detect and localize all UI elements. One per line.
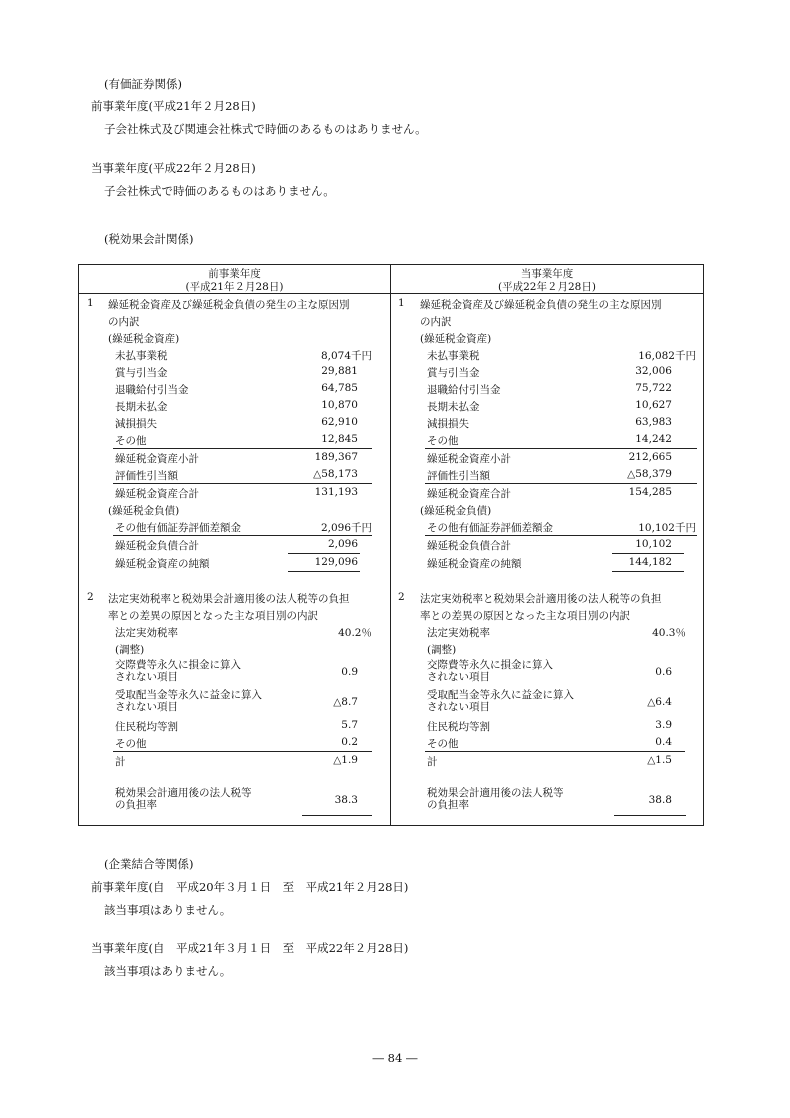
right-rule (425, 483, 697, 484)
left-subtotal-label: 繰延税金資産小計 (115, 453, 199, 465)
left-row-label-cont: されない項目 (115, 671, 178, 683)
right-asset-total-label: 繰延税金資産合計 (427, 488, 511, 500)
right-rate-label: 法定実効税率 (427, 627, 490, 639)
right-net-label: 繰延税金資産の純額 (427, 558, 522, 570)
right-row-label: 住民税均等割 (427, 721, 490, 733)
right-burden-value: 38.8 (648, 794, 672, 806)
left-item2-number: 2 (87, 591, 94, 603)
right-row-label: その他 (427, 738, 459, 750)
right-adjust-heading: (調整) (427, 644, 457, 656)
right-sum-value: △1.5 (647, 754, 672, 766)
left-valuation-label: 評価性引当額 (115, 470, 178, 482)
left-row-value: 62,910 (321, 416, 358, 428)
right-row-label: その他 (427, 435, 459, 447)
left-header-title: 前事業年度 (208, 268, 261, 280)
left-row-value: 8,074千円 (320, 350, 372, 362)
right-asset-total-value: 154,285 (628, 486, 672, 498)
right-liability-label: その他有価証券評価差額金 (427, 522, 553, 534)
left-row-label: その他 (115, 738, 147, 750)
left-rate-label: 法定実効税率 (115, 627, 178, 639)
left-item1-title-cont: の内訳 (108, 316, 140, 328)
left-row-label: その他 (115, 435, 147, 447)
right-item2-title-cont: 率との差異の原因となった主な項目別の内訳 (420, 610, 630, 622)
table-column-divider (390, 264, 391, 826)
left-rule (288, 553, 360, 554)
right-row-label: 未払事業税 (427, 350, 480, 362)
right-header-title: 当事業年度 (520, 268, 574, 280)
left-row-value: 5.7 (341, 719, 358, 731)
left-rule (113, 483, 372, 484)
right-row-label: 賞与引当金 (427, 367, 480, 379)
right-rule (425, 535, 697, 536)
right-row-value: 10,627 (635, 399, 672, 411)
left-row-label: 交際費等永久に損金に算入 (115, 659, 241, 671)
left-liability-total-value: 2,096 (327, 538, 358, 550)
left-row-label: 住民税均等割 (115, 721, 178, 733)
left-rule (302, 815, 372, 816)
securities-curr-text: 子会社株式で時価のあるものはありません。 (104, 184, 335, 198)
left-rate-value: 40.2％ (338, 627, 372, 639)
left-item1-title: 繰延税金資産及び繰延税金負債の発生の主な原因別 (108, 299, 350, 311)
left-rule (288, 571, 360, 572)
right-row-value: 0.6 (655, 666, 672, 678)
page-number: ― 84 ― (372, 1051, 418, 1065)
left-row-value: 0.9 (341, 666, 358, 678)
right-item1-title: 繰延税金資産及び繰延税金負債の発生の主な原因別 (420, 299, 662, 311)
left-rule (113, 535, 372, 536)
tax-effect-heading: (税効果会計関係) (104, 232, 194, 246)
left-item2-title-cont: 率との差異の原因となった主な項目別の内訳 (108, 610, 318, 622)
left-adjust-heading: (調整) (115, 644, 145, 656)
left-burden-label-cont: の負担率 (115, 799, 157, 811)
right-rule (614, 815, 686, 816)
left-sum-label: 計 (115, 756, 126, 768)
left-row-value: 29,881 (321, 365, 358, 377)
right-liability-total-value: 10,102 (635, 538, 672, 550)
left-liability-value: 2,096千円 (320, 522, 372, 534)
right-header-date: (平成22年２月28日) (498, 281, 596, 293)
right-row-label: 交際費等永久に損金に算入 (427, 659, 553, 671)
left-row-value: △8.7 (333, 696, 358, 708)
right-rule (612, 571, 684, 572)
left-liability-label: その他有価証券評価差額金 (115, 522, 241, 534)
right-item1-number: 1 (398, 297, 405, 309)
combination-prev-label: 前事業年度(自 平成20年３月１日 至 平成21年２月28日) (91, 880, 409, 894)
right-row-value: 32,006 (635, 365, 672, 377)
securities-heading: (有価証券関係) (104, 77, 182, 91)
left-burden-label: 税効果会計適用後の法人税等 (115, 787, 252, 799)
left-row-value: 0.2 (341, 736, 358, 748)
right-item2-number: 2 (398, 591, 405, 603)
left-asset-heading: (繰延税金資産) (108, 333, 180, 345)
left-asset-total-value: 131,193 (314, 486, 358, 498)
combination-prev-text: 該当事項はありません。 (104, 903, 232, 917)
left-item1-number: 1 (87, 297, 94, 309)
left-sum-value: △1.9 (333, 754, 358, 766)
right-burden-label: 税効果会計適用後の法人税等 (427, 787, 564, 799)
securities-curr-label: 当事業年度(平成22年２月28日) (91, 161, 256, 175)
right-liability-value: 10,102千円 (638, 522, 696, 534)
left-item2-title: 法定実効税率と税効果会計適用後の法人税等の負担 (108, 593, 350, 605)
left-liability-total-label: 繰延税金負債合計 (115, 540, 199, 552)
right-subtotal-label: 繰延税金資産小計 (427, 453, 511, 465)
left-rule (113, 448, 372, 449)
securities-prev-label: 前事業年度(平成21年２月28日) (91, 99, 256, 113)
left-row-value: 12,845 (321, 433, 358, 445)
left-net-label: 繰延税金資産の純額 (115, 558, 210, 570)
right-row-value: 75,722 (635, 382, 672, 394)
left-row-label: 未払事業税 (115, 350, 168, 362)
combination-heading: (企業結合等関係) (104, 857, 194, 871)
left-row-label: 賞与引当金 (115, 367, 168, 379)
right-net-value: 144,182 (628, 556, 672, 568)
right-row-value: 63,983 (635, 416, 672, 428)
left-rule (113, 751, 372, 752)
right-rule (425, 448, 697, 449)
right-row-value: 0.4 (655, 736, 672, 748)
right-item1-title-cont: の内訳 (420, 316, 452, 328)
right-item2-title: 法定実効税率と税効果会計適用後の法人税等の負担 (420, 593, 662, 605)
left-row-label: 退職給付引当金 (115, 384, 189, 396)
left-row-label: 長期未払金 (115, 401, 168, 413)
left-net-value: 129,096 (314, 556, 358, 568)
right-valuation-value: △58,379 (627, 468, 672, 480)
right-row-value: △6.4 (647, 696, 672, 708)
right-burden-label-cont: の負担率 (427, 799, 469, 811)
right-row-label: 受取配当金等永久に益金に算入 (427, 689, 574, 701)
left-row-value: 10,870 (321, 399, 358, 411)
left-row-value: 64,785 (321, 382, 358, 394)
right-asset-heading: (繰延税金資産) (420, 333, 492, 345)
left-row-label: 減損損失 (115, 418, 157, 430)
left-burden-value: 38.3 (334, 794, 358, 806)
right-rule (612, 553, 684, 554)
right-liability-heading: (繰延税金負債) (420, 505, 492, 517)
right-sum-label: 計 (427, 756, 438, 768)
right-rate-value: 40.3％ (652, 627, 686, 639)
right-valuation-label: 評価性引当額 (427, 470, 490, 482)
right-row-label: 長期未払金 (427, 401, 480, 413)
right-row-label: 退職給付引当金 (427, 384, 501, 396)
combination-curr-label: 当事業年度(自 平成21年３月１日 至 平成22年２月28日) (91, 941, 409, 955)
right-subtotal-value: 212,665 (628, 451, 672, 463)
left-row-label-cont: されない項目 (115, 701, 178, 713)
left-row-label: 受取配当金等永久に益金に算入 (115, 689, 262, 701)
right-row-value: 14,242 (635, 433, 672, 445)
right-rule (425, 751, 685, 752)
right-row-label-cont: されない項目 (427, 671, 490, 683)
left-valuation-value: △58,173 (313, 468, 358, 480)
right-row-value: 16,082千円 (638, 350, 696, 362)
securities-prev-text: 子会社株式及び関連会社株式で時価のあるものはありません。 (104, 122, 427, 136)
combination-curr-text: 該当事項はありません。 (104, 964, 232, 978)
left-asset-total-label: 繰延税金資産合計 (115, 488, 199, 500)
right-row-value: 3.9 (655, 719, 672, 731)
left-liability-heading: (繰延税金負債) (108, 505, 180, 517)
right-row-label: 減損損失 (427, 418, 469, 430)
right-row-label-cont: されない項目 (427, 701, 490, 713)
left-subtotal-value: 189,367 (314, 451, 358, 463)
right-liability-total-label: 繰延税金負債合計 (427, 540, 511, 552)
left-header-date: (平成21年２月28日) (185, 281, 284, 293)
